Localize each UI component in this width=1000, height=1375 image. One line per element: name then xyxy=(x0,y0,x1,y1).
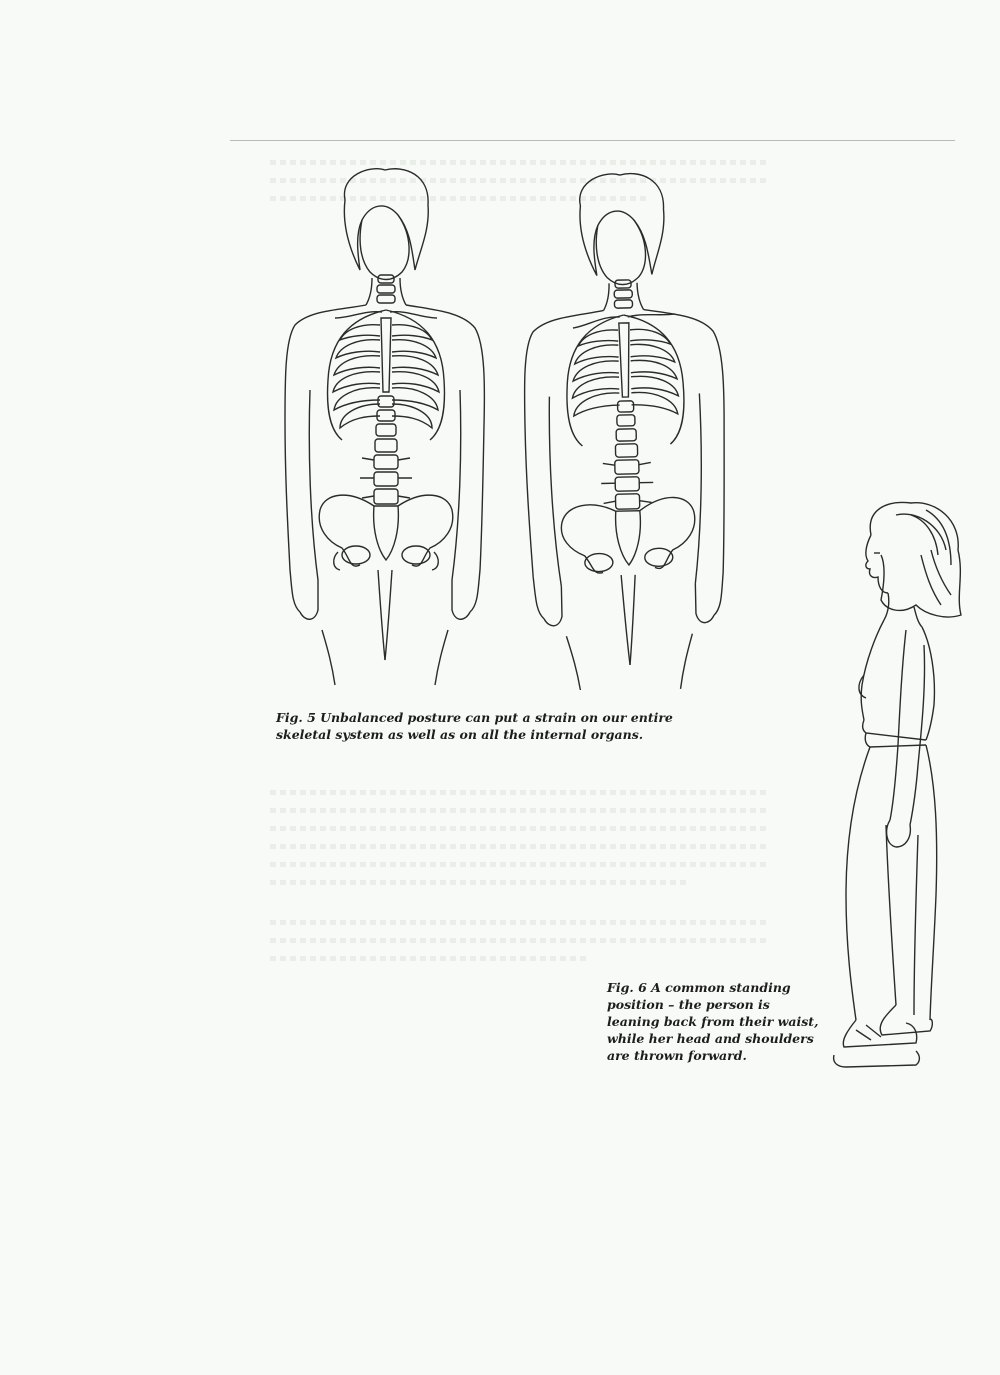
figure-6-illustration xyxy=(826,495,976,1075)
show-through-line xyxy=(270,790,770,795)
skeleton-torso-right xyxy=(520,172,730,690)
show-through-line xyxy=(270,862,770,867)
figure-6-caption: Fig. 6 A common standing position – the person is leaning back from their waist, while her head and shoulders are thrown forward. xyxy=(607,980,819,1063)
show-through-line xyxy=(270,938,770,943)
figure-5-caption: Fig. 5 Unbalanced posture can put a strain on our entire skeletal system as well as on all the internal organs. xyxy=(276,710,673,742)
show-through-line xyxy=(270,808,770,813)
header-rule xyxy=(230,140,955,141)
show-through-line xyxy=(270,844,770,849)
skeleton-torso-left xyxy=(285,169,484,685)
show-through-line xyxy=(270,880,690,885)
show-through-line xyxy=(270,826,770,831)
show-through-line xyxy=(270,956,590,961)
show-through-line xyxy=(270,920,770,925)
figure-5-illustration xyxy=(270,160,750,690)
